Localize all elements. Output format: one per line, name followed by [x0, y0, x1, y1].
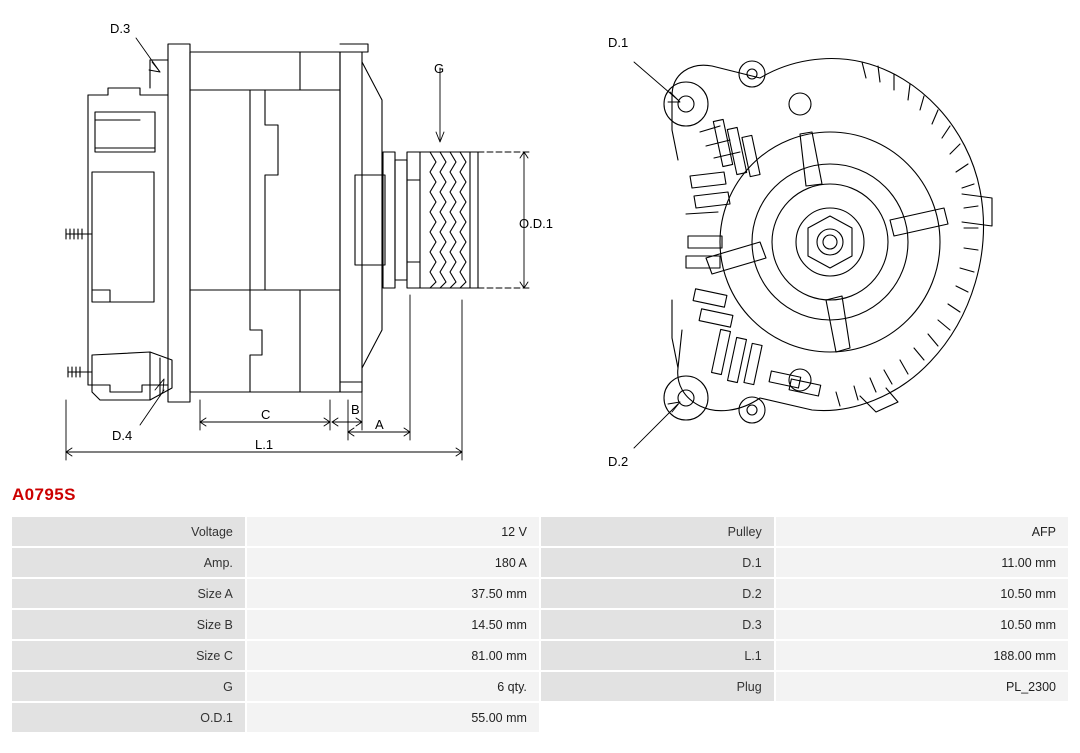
spec-value: 188.00 mm [776, 641, 1068, 670]
spec-value: 11.00 mm [776, 548, 1068, 577]
spec-value: 10.50 mm [776, 610, 1068, 639]
dimension-lines-left [66, 68, 532, 460]
spec-key: Size B [12, 610, 245, 639]
alternator-stator-body [190, 52, 340, 392]
specification-table [10, 515, 1070, 734]
spec-key: G [12, 672, 245, 701]
spec-value: 12 V [247, 517, 539, 546]
label-d4: D.4 [112, 428, 133, 443]
part-number: A0795S [12, 485, 76, 504]
table-row [12, 548, 1068, 577]
table-row [12, 517, 1068, 546]
table-row [12, 672, 1068, 701]
spec-key: L.1 [541, 641, 774, 670]
label-g: G [434, 61, 445, 76]
label-d1: D.1 [608, 35, 629, 50]
label-a: A [375, 417, 384, 432]
label-d3: D.3 [110, 21, 131, 36]
spec-value: AFP [776, 517, 1068, 546]
alternator-rear-housing [66, 88, 172, 400]
spec-key: D.3 [541, 610, 774, 639]
spec-key: Voltage [12, 517, 245, 546]
spec-value: 10.50 mm [776, 579, 1068, 608]
table-row [12, 579, 1068, 608]
spec-key: Size C [12, 641, 245, 670]
spec-value: 6 qty. [247, 672, 539, 701]
spec-key: Plug [541, 672, 774, 701]
table-row [12, 610, 1068, 639]
spec-value: 37.50 mm [247, 579, 539, 608]
alternator-pulley [383, 152, 478, 288]
alternator-front-housing [340, 44, 385, 392]
label-od1: O.D.1 [519, 216, 553, 231]
alternator-front-view [664, 59, 992, 423]
callout-leaders-right [634, 62, 680, 448]
spec-key: Amp. [12, 548, 245, 577]
spec-value-empty [776, 703, 1068, 732]
spec-value: PL_2300 [776, 672, 1068, 701]
spec-key: D.1 [541, 548, 774, 577]
spec-key: Pulley [541, 517, 774, 546]
label-b: B [351, 402, 360, 417]
alternator-mount-bracket [150, 44, 190, 402]
spec-value: 81.00 mm [247, 641, 539, 670]
label-c: C [261, 407, 271, 422]
spec-key: O.D.1 [12, 703, 245, 732]
label-l1: L.1 [255, 437, 274, 452]
table-row [12, 641, 1068, 670]
spec-value: 14.50 mm [247, 610, 539, 639]
spec-key: Size A [12, 579, 245, 608]
spec-value: 180 A [247, 548, 539, 577]
table-row [12, 703, 1068, 732]
label-d2: D.2 [608, 454, 629, 469]
spec-value: 55.00 mm [247, 703, 539, 732]
spec-key-empty [541, 703, 774, 732]
spec-key: D.2 [541, 579, 774, 608]
